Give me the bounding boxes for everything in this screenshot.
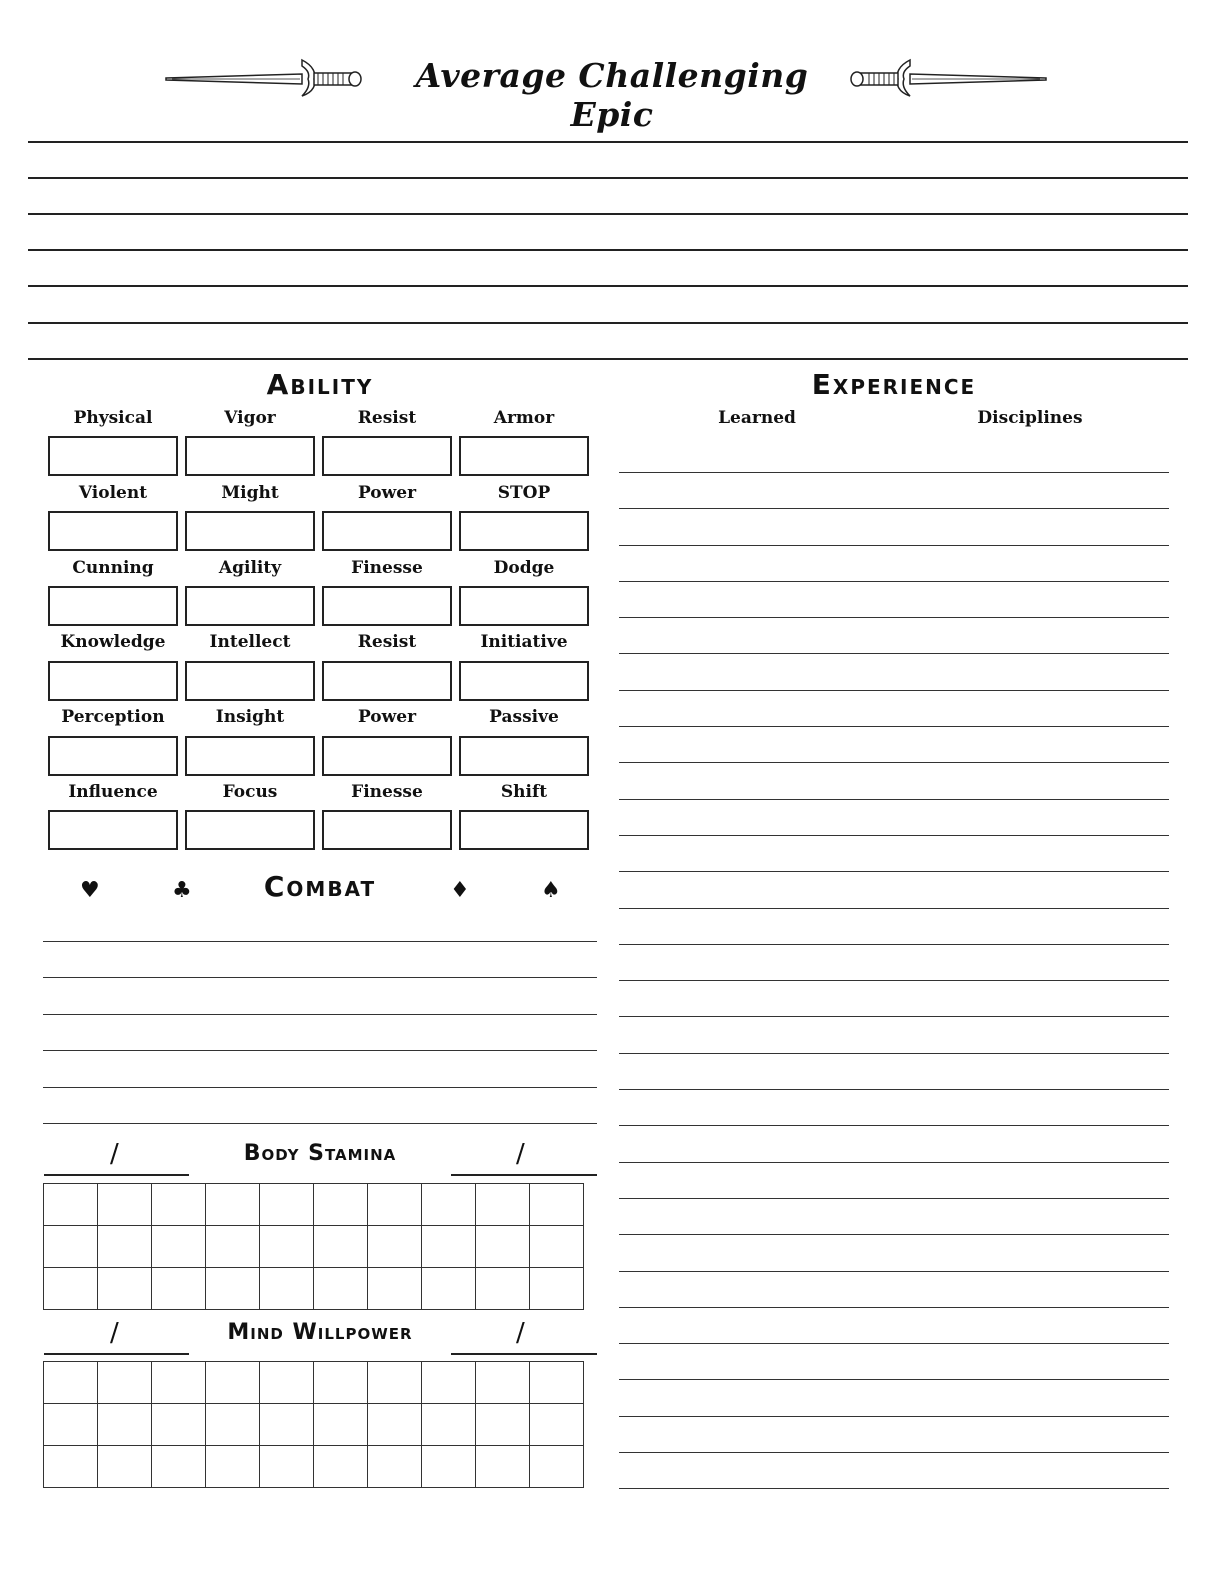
tracker-cell[interactable] <box>476 1362 530 1404</box>
ruled-line[interactable] <box>619 1053 1169 1054</box>
perception-box[interactable] <box>48 736 178 776</box>
ruled-line[interactable] <box>619 762 1169 763</box>
disciplines-column-label: Disciplines <box>977 408 1083 428</box>
insight-box[interactable] <box>185 736 315 776</box>
cunning-box[interactable] <box>48 586 178 626</box>
stat-label: Might <box>221 483 279 503</box>
focus-box[interactable] <box>185 810 315 850</box>
tracker-cell[interactable] <box>368 1404 422 1446</box>
tracker-cell[interactable] <box>260 1268 314 1310</box>
tracker-cell[interactable] <box>476 1268 530 1310</box>
power-box[interactable] <box>322 736 452 776</box>
tracker-cell[interactable] <box>260 1404 314 1446</box>
stat-label: Finesse <box>351 558 423 578</box>
tracker-cell[interactable] <box>98 1184 152 1226</box>
tracker-cell[interactable] <box>314 1268 368 1310</box>
ruled-line[interactable] <box>28 285 1188 287</box>
tracker-cell[interactable] <box>98 1268 152 1310</box>
stat-label: Shift <box>500 782 548 802</box>
tracker-cell[interactable] <box>314 1404 368 1446</box>
mind-willpower-grid[interactable] <box>43 1361 584 1488</box>
stat-label: Passive <box>489 707 559 727</box>
ruled-line[interactable] <box>28 322 1188 324</box>
tracker-cell[interactable] <box>98 1362 152 1404</box>
ruled-line[interactable] <box>619 799 1169 800</box>
ruled-line[interactable] <box>619 1089 1169 1090</box>
tracker-cell[interactable] <box>44 1184 98 1226</box>
ruled-line[interactable] <box>619 1343 1169 1344</box>
shift-box[interactable] <box>459 810 589 850</box>
ruled-line[interactable] <box>619 653 1169 654</box>
tracker-cell[interactable] <box>260 1446 314 1488</box>
ruled-line[interactable] <box>28 358 1188 360</box>
body-max-slash: / <box>516 1139 525 1169</box>
ruled-line[interactable] <box>619 1162 1169 1163</box>
ruled-line[interactable] <box>619 508 1169 509</box>
tracker-cell[interactable] <box>530 1184 584 1226</box>
tracker-cell[interactable] <box>422 1226 476 1268</box>
stat-label: Agility <box>218 558 282 578</box>
tracker-cell[interactable] <box>44 1226 98 1268</box>
stat-label: Resist <box>357 408 417 428</box>
body-stamina-grid[interactable] <box>43 1183 584 1310</box>
tracker-cell[interactable] <box>44 1404 98 1446</box>
stat-label: Cunning <box>72 558 154 578</box>
ruled-line[interactable] <box>619 1198 1169 1199</box>
diamond-icon: ♦ <box>450 878 470 903</box>
stat-label: Intellect <box>209 632 291 652</box>
tracker-cell[interactable] <box>98 1404 152 1446</box>
mind-current-field[interactable] <box>44 1353 189 1355</box>
experience-heading: Experience <box>811 368 977 401</box>
ruled-line[interactable] <box>619 617 1169 618</box>
tracker-cell[interactable] <box>422 1404 476 1446</box>
spade-icon: ♠ <box>541 878 561 903</box>
tracker-cell[interactable] <box>44 1362 98 1404</box>
tracker-cell[interactable] <box>530 1268 584 1310</box>
stat-label: Focus <box>222 782 278 802</box>
ruled-line[interactable] <box>619 726 1169 727</box>
stop-box[interactable] <box>459 511 589 551</box>
ruled-line[interactable] <box>28 177 1188 179</box>
physical-box[interactable] <box>48 436 178 476</box>
tracker-cell[interactable] <box>422 1184 476 1226</box>
stat-label: Initiative <box>480 632 568 652</box>
ruled-line[interactable] <box>43 1123 597 1124</box>
tracker-cell[interactable] <box>206 1446 260 1488</box>
tracker-cell[interactable] <box>530 1362 584 1404</box>
tracker-cell[interactable] <box>530 1404 584 1446</box>
dodge-box[interactable] <box>459 586 589 626</box>
tracker-cell[interactable] <box>152 1268 206 1310</box>
mind-max-slash: / <box>516 1318 525 1348</box>
stat-label: Resist <box>357 632 417 652</box>
influence-box[interactable] <box>48 810 178 850</box>
sword-icon <box>162 56 362 102</box>
tracker-cell[interactable] <box>368 1226 422 1268</box>
resist-box[interactable] <box>322 661 452 701</box>
heart-icon: ♥ <box>80 878 100 903</box>
ruled-line[interactable] <box>28 141 1188 143</box>
combat-heading: Combat <box>263 870 377 903</box>
tracker-cell[interactable] <box>476 1446 530 1488</box>
ruled-line[interactable] <box>43 977 597 978</box>
tracker-cell[interactable] <box>44 1268 98 1310</box>
stat-label: Power <box>357 707 417 727</box>
agility-box[interactable] <box>185 586 315 626</box>
tracker-cell[interactable] <box>152 1404 206 1446</box>
ruled-line[interactable] <box>619 835 1169 836</box>
learned-column-label: Learned <box>718 408 796 428</box>
finesse-box[interactable] <box>322 810 452 850</box>
page-title: Average Challenging Epic <box>415 56 809 134</box>
tracker-cell[interactable] <box>422 1268 476 1310</box>
tracker-cell[interactable] <box>206 1226 260 1268</box>
ruled-line[interactable] <box>619 1271 1169 1272</box>
tracker-cell[interactable] <box>206 1268 260 1310</box>
ruled-line[interactable] <box>619 1488 1169 1489</box>
mind-willpower-heading: Mind Willpower <box>227 1320 413 1345</box>
stat-label: Influence <box>68 782 158 802</box>
ability-heading: Ability <box>266 368 374 401</box>
ruled-line[interactable] <box>28 249 1188 251</box>
ruled-line[interactable] <box>619 1307 1169 1308</box>
tracker-cell[interactable] <box>260 1226 314 1268</box>
ruled-line[interactable] <box>619 545 1169 546</box>
stat-label: Physical <box>73 408 153 428</box>
tracker-cell[interactable] <box>368 1184 422 1226</box>
tracker-cell[interactable] <box>422 1362 476 1404</box>
ruled-line[interactable] <box>619 1452 1169 1453</box>
body-max-field[interactable] <box>451 1174 597 1176</box>
tracker-cell[interactable] <box>314 1226 368 1268</box>
tracker-cell[interactable] <box>314 1446 368 1488</box>
tracker-cell[interactable] <box>260 1362 314 1404</box>
power-box[interactable] <box>322 511 452 551</box>
stat-label: Finesse <box>351 782 423 802</box>
ruled-line[interactable] <box>619 1016 1169 1017</box>
body-current-slash: / <box>110 1139 119 1169</box>
tracker-cell[interactable] <box>206 1404 260 1446</box>
stat-label: Perception <box>61 707 165 727</box>
ruled-line[interactable] <box>43 1087 597 1088</box>
ruled-line[interactable] <box>619 1379 1169 1380</box>
ruled-line[interactable] <box>43 1050 597 1051</box>
stat-label: STOP <box>497 483 551 503</box>
tracker-cell[interactable] <box>530 1226 584 1268</box>
armor-box[interactable] <box>459 436 589 476</box>
stat-label: Armor <box>493 408 555 428</box>
tracker-cell[interactable] <box>98 1226 152 1268</box>
tracker-cell[interactable] <box>152 1362 206 1404</box>
mind-current-slash: / <box>110 1318 119 1348</box>
ruled-line[interactable] <box>619 908 1169 909</box>
ruled-line[interactable] <box>619 1234 1169 1235</box>
might-box[interactable] <box>185 511 315 551</box>
tracker-cell[interactable] <box>476 1184 530 1226</box>
body-stamina-heading: Body Stamina <box>243 1141 397 1166</box>
violent-box[interactable] <box>48 511 178 551</box>
tracker-cell[interactable] <box>152 1184 206 1226</box>
ruled-line[interactable] <box>43 1014 597 1015</box>
intellect-box[interactable] <box>185 661 315 701</box>
tracker-cell[interactable] <box>422 1446 476 1488</box>
tracker-cell[interactable] <box>368 1446 422 1488</box>
tracker-cell[interactable] <box>368 1362 422 1404</box>
club-icon: ♣ <box>172 878 192 903</box>
ruled-line[interactable] <box>619 690 1169 691</box>
ruled-line[interactable] <box>43 941 597 942</box>
passive-box[interactable] <box>459 736 589 776</box>
stat-label: Violent <box>78 483 148 503</box>
ruled-line[interactable] <box>619 1125 1169 1126</box>
stat-label: Knowledge <box>60 632 166 652</box>
ruled-line[interactable] <box>619 472 1169 473</box>
tracker-cell[interactable] <box>476 1226 530 1268</box>
tracker-cell[interactable] <box>476 1404 530 1446</box>
stat-label: Vigor <box>224 408 276 428</box>
ruled-line[interactable] <box>619 1416 1169 1417</box>
tracker-cell[interactable] <box>98 1446 152 1488</box>
ruled-line[interactable] <box>619 944 1169 945</box>
body-current-field[interactable] <box>44 1174 189 1176</box>
knowledge-box[interactable] <box>48 661 178 701</box>
tracker-cell[interactable] <box>206 1184 260 1226</box>
resist-box[interactable] <box>322 436 452 476</box>
stat-label: Insight <box>215 707 285 727</box>
stat-label: Dodge <box>493 558 555 578</box>
tracker-cell[interactable] <box>152 1226 206 1268</box>
ruled-line[interactable] <box>619 980 1169 981</box>
tracker-cell[interactable] <box>314 1184 368 1226</box>
ruled-line[interactable] <box>619 581 1169 582</box>
tracker-cell[interactable] <box>530 1446 584 1488</box>
ruled-line[interactable] <box>619 871 1169 872</box>
mind-max-field[interactable] <box>451 1353 597 1355</box>
finesse-box[interactable] <box>322 586 452 626</box>
tracker-cell[interactable] <box>206 1362 260 1404</box>
stat-label: Power <box>357 483 417 503</box>
ruled-line[interactable] <box>28 213 1188 215</box>
sword-icon <box>850 56 1050 102</box>
tracker-cell[interactable] <box>314 1362 368 1404</box>
tracker-cell[interactable] <box>44 1446 98 1488</box>
vigor-box[interactable] <box>185 436 315 476</box>
tracker-cell[interactable] <box>152 1446 206 1488</box>
tracker-cell[interactable] <box>368 1268 422 1310</box>
tracker-cell[interactable] <box>260 1184 314 1226</box>
initiative-box[interactable] <box>459 661 589 701</box>
